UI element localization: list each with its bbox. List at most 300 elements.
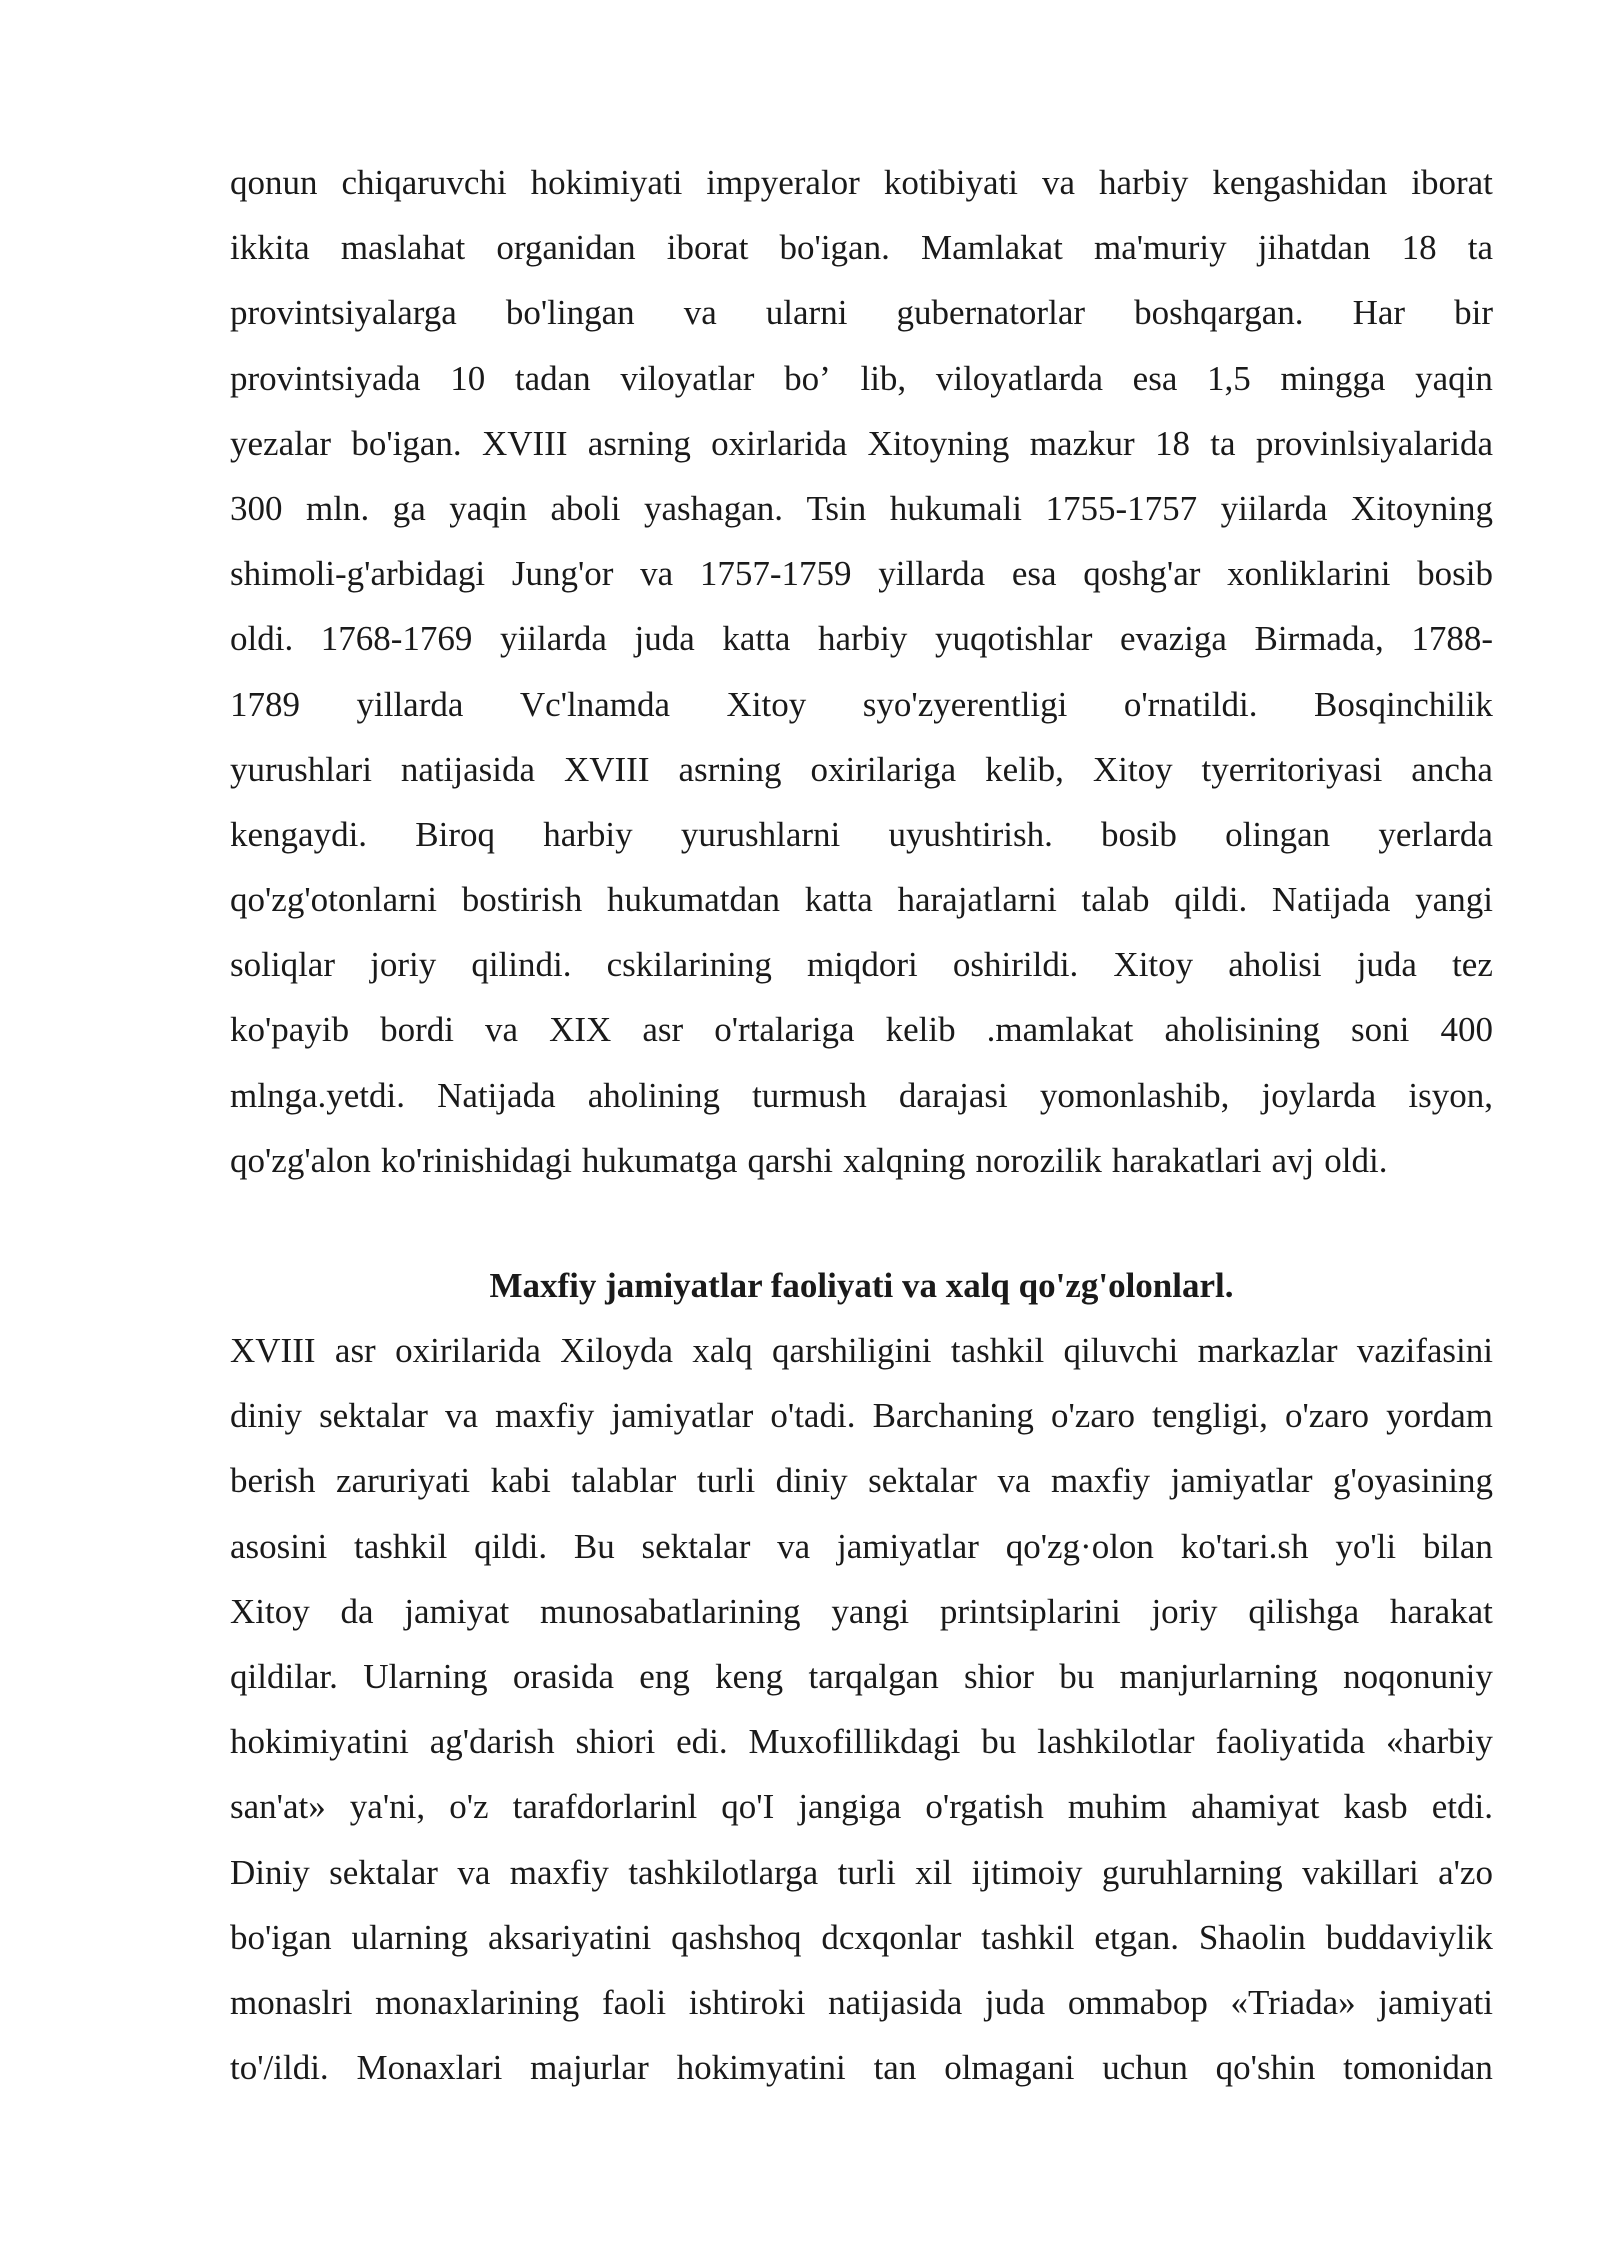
word: diniy — [230, 1396, 302, 1436]
word: provintsiyalarga — [230, 293, 457, 333]
word: harajatlarni — [897, 880, 1057, 920]
word: avj — [1271, 1140, 1315, 1180]
word: printsiplarini — [939, 1591, 1121, 1631]
word: kengashidan — [1212, 163, 1388, 202]
word: iborat — [666, 228, 749, 268]
word: vazifasini — [1356, 1331, 1493, 1370]
word: aholisining — [1164, 1010, 1321, 1050]
word: zaruriyati — [336, 1461, 471, 1501]
word: maslahat — [340, 228, 466, 268]
word: etdi. — [1431, 1787, 1493, 1827]
word: Xitoyning — [867, 423, 1010, 463]
paragraph-2 — [230, 1318, 1493, 2100]
word: 1,5 — [1207, 358, 1251, 398]
word: a'zo — [1438, 1852, 1493, 1892]
word: o'tadi. — [770, 1396, 856, 1436]
word: bo'igan. — [351, 423, 462, 463]
word: hukumali — [889, 488, 1022, 528]
paragraph-line — [230, 1970, 1493, 2035]
word: 1789 — [230, 684, 300, 724]
word: Bosqinchilik — [1314, 684, 1493, 724]
word: yillarda — [878, 554, 986, 594]
word: 400 — [1440, 1010, 1493, 1050]
word: asr — [334, 1331, 376, 1370]
word: qo'shin — [1215, 2048, 1316, 2088]
word: evaziga — [1120, 619, 1227, 659]
word: va — [640, 554, 674, 594]
word: orasida — [512, 1656, 614, 1696]
word: kotibiyati — [883, 163, 1018, 202]
word: monaslri — [230, 1982, 353, 2022]
word: yuqotishlar — [934, 619, 1093, 659]
word: va — [1041, 163, 1075, 202]
word: qilindi. — [471, 945, 572, 985]
word: yaqin — [449, 488, 528, 528]
word: qildi. — [474, 1526, 548, 1566]
word: mingga — [1280, 358, 1386, 398]
word: qarshi — [747, 1140, 833, 1180]
word: qo'zg·olon — [1005, 1526, 1154, 1566]
word: kabi — [490, 1461, 551, 1501]
word: kasb — [1343, 1787, 1408, 1827]
word: talab — [1081, 880, 1150, 920]
paragraph-line — [230, 2035, 1493, 2100]
word: tashkil — [354, 1526, 448, 1566]
word: munosabatlarining — [540, 1591, 801, 1631]
word: xalq — [692, 1331, 753, 1370]
paragraph-line — [230, 1128, 1493, 1193]
word: provinlsiyalarida — [1255, 423, 1493, 463]
word: va — [777, 1526, 811, 1566]
word: gubernatorlar — [896, 293, 1086, 333]
word: hukumatga — [581, 1140, 738, 1180]
word: qilishga — [1248, 1591, 1360, 1631]
word: yurushlarni — [680, 814, 841, 854]
word: harbiy — [817, 619, 908, 659]
word: va — [457, 1852, 491, 1892]
word: qiluvchi — [1063, 1331, 1179, 1370]
word: 1768-1769 — [320, 619, 473, 659]
word: bosib — [1101, 814, 1177, 854]
paragraph-line — [230, 1383, 1493, 1448]
word: tashkil — [981, 1917, 1075, 1957]
word: hokimyatini — [676, 2048, 846, 2088]
word: jamiyati — [1378, 1982, 1493, 2022]
word: o'z — [449, 1787, 489, 1827]
word: oxirilariga — [810, 749, 957, 789]
word: olingan — [1225, 814, 1331, 854]
word: ta — [1467, 228, 1493, 268]
word: mln. — [306, 488, 370, 528]
word: san'at» — [230, 1787, 326, 1827]
word: Monaxlari — [356, 2048, 503, 2088]
word: katta — [722, 619, 791, 659]
word: juda — [984, 1982, 1046, 2022]
word: turli — [837, 1852, 896, 1892]
word: bu — [981, 1722, 1017, 1762]
word: isyon, — [1408, 1075, 1493, 1115]
word: qildi. — [1174, 880, 1248, 920]
word: jamiyatlar — [837, 1526, 979, 1566]
word: kelib, — [985, 749, 1064, 789]
word: bosib — [1417, 554, 1493, 594]
word: bu — [1059, 1656, 1095, 1696]
paragraph-line — [230, 1579, 1493, 1644]
word: keng — [715, 1656, 784, 1696]
word: o'rgatish — [925, 1787, 1044, 1827]
word: viloyatlar — [620, 358, 755, 398]
paragraph-line — [230, 1840, 1493, 1905]
word: harakatlari — [1111, 1140, 1262, 1180]
word: o'rnatildi. — [1123, 684, 1258, 724]
word: turli — [696, 1461, 756, 1501]
word: oldi. — [1324, 1140, 1388, 1180]
word: muhim — [1067, 1787, 1168, 1827]
word: tengligi, — [1152, 1396, 1268, 1436]
word: Birmada, — [1254, 619, 1384, 659]
word: vakillari — [1302, 1852, 1419, 1892]
word: tarafdorlarinl — [512, 1787, 698, 1827]
word: yaqin — [1415, 358, 1493, 398]
word: Barchaning — [872, 1396, 1034, 1436]
word: jamiyatlar — [1170, 1461, 1313, 1501]
word: harakat — [1389, 1591, 1493, 1631]
word: natijasida — [400, 749, 535, 789]
word: o'zaro — [1284, 1396, 1369, 1436]
paragraph-line — [230, 606, 1493, 671]
paragraph-line — [230, 215, 1493, 280]
word: asrning — [587, 423, 691, 463]
word: oxirlarida — [711, 423, 848, 463]
paragraph-line — [230, 672, 1493, 737]
word: tadan — [514, 358, 591, 398]
word: Natijada — [437, 1075, 556, 1115]
word: asr — [642, 1010, 684, 1050]
paragraph-line — [230, 1514, 1493, 1579]
word: faoli — [601, 1982, 667, 2022]
word: va — [683, 293, 717, 333]
word: bir — [1454, 293, 1493, 333]
word: Ularning — [363, 1656, 488, 1696]
paragraph-line — [230, 411, 1493, 476]
paragraph-line — [230, 1709, 1493, 1774]
word: qo'zg'otonlarni — [230, 880, 438, 920]
word: eng — [639, 1656, 690, 1696]
word: mlnga.yetdi. — [230, 1075, 405, 1115]
word: etgan. — [1094, 1917, 1179, 1957]
word: ahamiyat — [1191, 1787, 1320, 1827]
word: organidan — [496, 228, 636, 268]
paragraph-line — [230, 1644, 1493, 1709]
word: tarqalgan — [808, 1656, 939, 1696]
word: to'/ildi. — [230, 2048, 329, 2088]
paragraph-line — [230, 280, 1493, 345]
word: ancha — [1411, 749, 1493, 789]
word: lib, — [860, 358, 907, 398]
word: ularning — [351, 1917, 469, 1957]
word: manjurlarning — [1119, 1656, 1318, 1696]
word: tashkilotlarga — [628, 1852, 819, 1892]
word: berish — [230, 1461, 316, 1501]
word: ga — [392, 488, 426, 528]
word: esa — [1011, 554, 1057, 594]
word: monaxlarining — [375, 1982, 580, 2022]
word: yiilarda — [500, 619, 607, 659]
word: diniy — [775, 1461, 848, 1501]
word: XVIII — [481, 423, 568, 463]
word: qo'I — [721, 1787, 775, 1827]
word: dcxqonlar — [821, 1917, 962, 1957]
word: talablar — [571, 1461, 677, 1501]
word: hokimiyati — [530, 163, 683, 202]
word: maxfiy — [509, 1852, 609, 1892]
word: norozilik — [975, 1140, 1102, 1180]
word: XIX — [549, 1010, 612, 1050]
word: edi. — [676, 1722, 728, 1762]
word: bo’ — [784, 358, 831, 398]
word: qoshg'ar — [1083, 554, 1201, 594]
word: 10 — [450, 358, 486, 398]
paragraph-line — [230, 476, 1493, 541]
word: jangiga — [798, 1787, 902, 1827]
word: maxfiy — [495, 1396, 595, 1436]
word: da — [340, 1591, 374, 1631]
word: Bu — [573, 1526, 615, 1566]
word: 1788- — [1411, 619, 1493, 659]
word: turmush — [752, 1075, 867, 1115]
word: sektalar — [319, 1396, 428, 1436]
word: o'rtalariga — [714, 1010, 855, 1050]
word: natijasida — [828, 1982, 963, 2022]
word: «Triada» — [1230, 1982, 1356, 2022]
word: kelib — [885, 1010, 956, 1050]
word: aksariyatini — [488, 1917, 652, 1957]
word: ommabop — [1067, 1982, 1208, 2022]
word: impyeralor — [706, 163, 860, 202]
word: katta — [804, 880, 873, 920]
word: Xitoy — [1113, 945, 1194, 985]
word: qarshiligini — [772, 1331, 932, 1370]
word: qo'zg'alon — [230, 1140, 371, 1180]
word: xalqning — [843, 1140, 966, 1180]
word: bo'igan. — [779, 228, 890, 268]
word: Xitoyning — [1351, 488, 1493, 528]
word: shior — [964, 1656, 1034, 1696]
word: harbiy — [543, 814, 633, 854]
word: qashshoq — [671, 1917, 802, 1957]
word: Vc'lnamda — [519, 684, 671, 724]
word: bo'igan — [230, 1917, 332, 1957]
word: oldi. — [230, 619, 294, 659]
word: bo'lingan — [505, 293, 635, 333]
word: XVIII — [563, 749, 650, 789]
word: juda — [634, 619, 695, 659]
word: 1757-1759 — [699, 554, 852, 594]
word: «harbiy — [1385, 1722, 1493, 1762]
word: tan — [873, 2048, 917, 2088]
word: soni — [1351, 1010, 1410, 1050]
word: yillarda — [356, 684, 464, 724]
word: yerlarda — [1378, 814, 1493, 854]
word: xil — [915, 1852, 953, 1892]
word: joriy — [370, 945, 437, 985]
paragraph-line — [230, 1063, 1493, 1128]
word: Muxofillikdagi — [748, 1722, 961, 1762]
word: faoliyatida — [1215, 1722, 1366, 1762]
word: ularni — [765, 293, 848, 333]
word: 18 — [1401, 228, 1437, 268]
word: maxfiy — [1051, 1461, 1151, 1501]
word: boshqargan. — [1134, 293, 1304, 333]
word: xonliklarini — [1227, 554, 1391, 594]
word: shiori — [575, 1722, 656, 1762]
word: kengaydi. — [230, 814, 368, 854]
word: yordam — [1386, 1396, 1493, 1436]
word: ma'muriy — [1093, 228, 1227, 268]
word: hokimiyatini — [230, 1722, 409, 1762]
word: XVIII — [230, 1331, 316, 1370]
word: yashagan. — [644, 488, 783, 528]
paragraph-line — [230, 997, 1493, 1062]
paragraph-line — [230, 1774, 1493, 1839]
word: oshirildi. — [952, 945, 1079, 985]
word: jamiyatlar — [611, 1396, 754, 1436]
word: sektalar — [868, 1461, 977, 1501]
word: jihatdan — [1257, 228, 1371, 268]
word: yiilarda — [1220, 488, 1328, 528]
word: chiqaruvchi — [341, 163, 507, 202]
word: markazlar — [1197, 1331, 1338, 1370]
word: yomonlashib, — [1039, 1075, 1230, 1115]
paragraph-line — [230, 867, 1493, 932]
word: 18 — [1154, 423, 1190, 463]
section-heading: Maxfiy jamiyatlar faoliyati va xalq qo'zg'olonlarl. — [489, 1266, 1234, 1305]
word: ishtiroki — [688, 1982, 806, 2022]
word: viloyatlarda — [935, 358, 1103, 398]
word: tashkil — [950, 1331, 1045, 1370]
paragraph-1 — [230, 150, 1493, 1193]
word: Xitoy — [1092, 749, 1173, 789]
word: esa — [1132, 358, 1178, 398]
word: yangi — [831, 1591, 910, 1631]
word: tez — [1452, 945, 1493, 985]
word: aboli — [550, 488, 621, 528]
paragraph-line — [230, 1448, 1493, 1513]
word: majurlar — [530, 2048, 649, 2088]
word: syo'zyerentligi — [862, 684, 1068, 724]
word: Diniy — [230, 1852, 310, 1892]
word: aholisi — [1228, 945, 1322, 985]
word: soliqlar — [230, 945, 335, 985]
paragraph-line — [230, 150, 1493, 215]
word: Shaolin — [1198, 1917, 1306, 1957]
word: joriy — [1151, 1591, 1218, 1631]
word: .mamlakat — [986, 1010, 1134, 1050]
word: uchun — [1102, 2048, 1188, 2088]
word: ta — [1210, 423, 1236, 463]
paragraph-line — [230, 932, 1493, 997]
word: ikkita — [230, 228, 310, 268]
word: Xitoy — [230, 1591, 310, 1631]
word: shimoli-g'arbidagi — [230, 554, 486, 594]
word: mazkur — [1029, 423, 1135, 463]
word: Mamlakat — [920, 228, 1063, 268]
word: yezalar — [230, 423, 332, 463]
word: hukumatdan — [607, 880, 781, 920]
paragraph-line — [230, 1318, 1493, 1383]
word: tomonidan — [1343, 2048, 1493, 2088]
paragraph-line — [230, 541, 1493, 606]
word: Xitoy — [726, 684, 807, 724]
word: guruhlarning — [1101, 1852, 1283, 1892]
word: Natijada — [1271, 880, 1391, 920]
word: qonun — [230, 163, 318, 202]
word: ko'tari.sh — [1180, 1526, 1309, 1566]
word: oxirilarida — [395, 1331, 541, 1370]
word: va — [997, 1461, 1031, 1501]
word: iborat — [1411, 163, 1493, 202]
word: va — [445, 1396, 479, 1436]
word: ag'darish — [429, 1722, 555, 1762]
word: Tsin — [806, 488, 867, 528]
word: 1755-1757 — [1045, 488, 1198, 528]
word: cskilarining — [606, 945, 772, 985]
word: aholining — [587, 1075, 720, 1115]
word: harbiy — [1098, 163, 1189, 202]
word: tyerritoriyasi — [1201, 749, 1383, 789]
word: 300 — [230, 488, 283, 528]
word: Har — [1352, 293, 1406, 333]
word: juda — [1356, 945, 1417, 985]
word: asrning — [678, 749, 782, 789]
word: asosini — [230, 1526, 328, 1566]
word: va — [485, 1010, 519, 1050]
word: yurushlari — [230, 749, 372, 789]
word: olmagani — [944, 2048, 1075, 2088]
word: darajasi — [898, 1075, 1008, 1115]
word: buddaviylik — [1325, 1917, 1493, 1957]
word: ko'rinishidagi — [380, 1140, 572, 1180]
word: provintsiyada — [230, 358, 421, 398]
paragraph-line — [230, 346, 1493, 411]
word: ya'ni, — [349, 1787, 426, 1827]
word: sektalar — [641, 1526, 751, 1566]
word: g'oyasining — [1333, 1461, 1493, 1501]
word: Xiloyda — [560, 1331, 674, 1370]
word: bordi — [380, 1010, 454, 1050]
paragraph-line — [230, 1905, 1493, 1970]
word: Jung'or — [511, 554, 614, 594]
word: jamiyat — [404, 1591, 510, 1631]
word: sektalar — [329, 1852, 438, 1892]
word: o'zaro — [1051, 1396, 1136, 1436]
word: noqonuniy — [1343, 1656, 1493, 1696]
word: joylarda — [1261, 1075, 1377, 1115]
word: yangi — [1415, 880, 1493, 920]
word: bostirish — [461, 880, 583, 920]
word: miqdori — [806, 945, 918, 985]
word: ijtimoiy — [971, 1852, 1083, 1892]
paragraph-line — [230, 737, 1493, 802]
word: Biroq — [415, 814, 495, 854]
word: bilan — [1422, 1526, 1493, 1566]
paragraph-line — [230, 802, 1493, 867]
word: qildilar. — [230, 1656, 338, 1696]
word: yo'li — [1335, 1526, 1397, 1566]
word: lashkilotlar — [1037, 1722, 1195, 1762]
word: uyushtirish. — [888, 814, 1053, 854]
word: ko'payib — [230, 1010, 350, 1050]
